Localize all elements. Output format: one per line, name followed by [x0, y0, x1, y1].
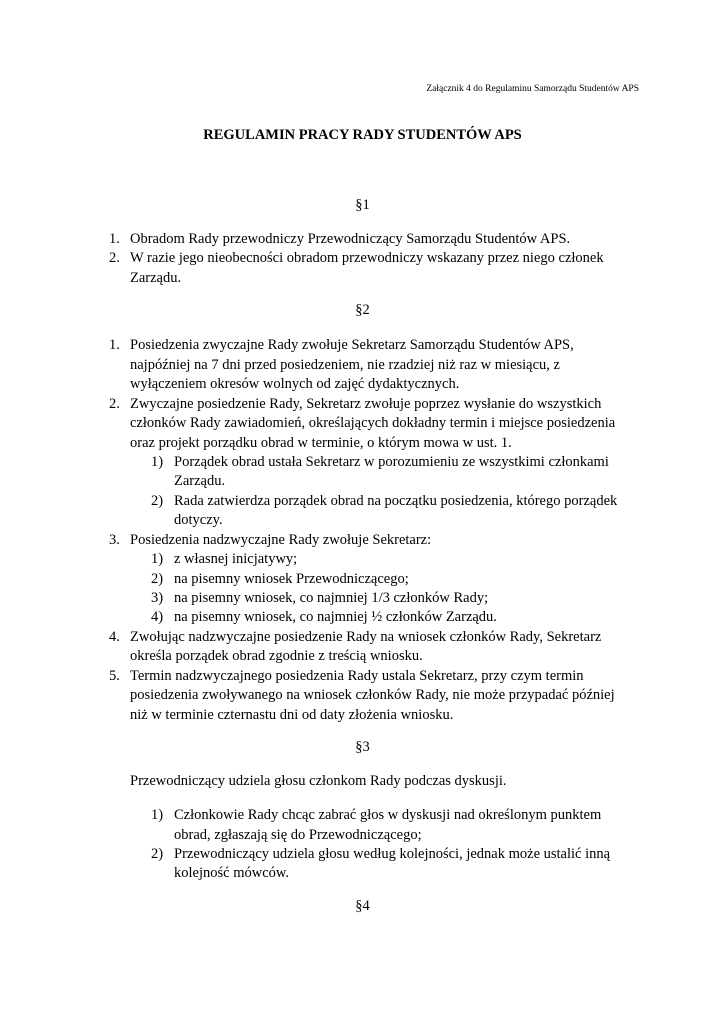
s2-item-3-sub-2-number: 2) [151, 571, 164, 587]
s2-sub-2-line-1: Rada zatwierdza porządek obrad na początku posiedzenia, którego porządek [174, 493, 618, 509]
s2-item-1-line-3: wyłączeniem okresów wolnych od zajęć dydaktycznych. [130, 376, 460, 392]
s2-item-1-line-1: Posiedzenia zwyczajne Rady zwołuje Sekretarz Samorządu Studentów APS, [130, 337, 574, 353]
s2-sub-1-number: 1) [151, 454, 164, 470]
s2-item-3-sub-3-number: 3) [151, 590, 164, 606]
s2-sub-1-line-2: Zarządu. [174, 473, 226, 489]
section-1-mark: §1 [355, 197, 370, 213]
s2-item-1-number: 1. [109, 337, 120, 353]
s1-item-2-line-2: Zarządu. [130, 270, 182, 286]
s1-item-1-line-1: Obradom Rady przewodniczy Przewodniczący Samorządu Studentów APS. [130, 231, 571, 247]
s3-sub-1-line-2: obrad, zgłaszają się do Przewodniczącego; [174, 827, 422, 843]
s2-item-4-number: 4. [109, 629, 120, 645]
section-2-mark: §2 [355, 302, 370, 318]
s2-item-3-sub-1-number: 1) [151, 551, 164, 567]
s3-sub-1-number: 1) [151, 807, 164, 823]
s2-item-2-line-2: członków Rady zawiadomień, określających dokładny termin i miejsce posiedzenia [130, 415, 616, 431]
s2-item-3-sub-2-line: na pisemny wniosek Przewodniczącego; [174, 571, 409, 587]
s2-item-2-line-1: Zwyczajne posiedzenie Rady, Sekretarz zwołuje poprzez wysłanie do wszystkich [130, 396, 602, 412]
s2-sub-2-number: 2) [151, 493, 164, 509]
s2-item-5-number: 5. [109, 668, 120, 684]
s1-item-2-line-1: W razie jego nieobecności obradom przewodniczy wskazany przez niego członek [130, 250, 604, 266]
s2-item-5-line-1: Termin nadzwyczajnego posiedzenia Rady ustala Sekretarz, przy czym termin [130, 668, 584, 684]
s3-intro: Przewodniczący udziela głosu członkom Rady podczas dyskusji. [130, 773, 507, 789]
s2-item-3-sub-1-line: z własnej inicjatywy; [174, 551, 298, 567]
s2-item-1-line-2: najpóźniej na 7 dni przed posiedzeniem, nie rzadziej niż raz w miesiącu, z [130, 357, 560, 373]
s2-item-2-number: 2. [109, 396, 120, 412]
s2-item-3-line-1: Posiedzenia nadzwyczajne Rady zwołuje Sekretarz: [130, 532, 432, 548]
s2-item-4-line-2: określa porządek obrad zgodnie z treścią wniosku. [130, 648, 423, 664]
s3-sub-2-line-1: Przewodniczący udziela głosu według kolejności, jednak może ustalić inną [174, 846, 611, 862]
s2-item-4-line-1: Zwołując nadzwyczajne posiedzenie Rady na wniosek członków Rady, Sekretarz [130, 629, 602, 645]
s2-item-5-line-2: posiedzenia zwoływanego na wniosek członków Rady, nie może przypadać później [130, 687, 615, 703]
s2-item-3-sub-4-number: 4) [151, 609, 164, 625]
s2-item-5-line-3: niż w terminie czternastu dni od daty złożenia wniosku. [130, 707, 454, 723]
s3-sub-1-line-1: Członkowie Rady chcąc zabrać głos w dyskusji nad określonym punktem [174, 807, 602, 823]
s2-sub-1-line-1: Porządek obrad ustała Sekretarz w porozumieniu ze wszystkimi członkami [174, 454, 609, 470]
s1-item-1-number: 1. [109, 231, 120, 247]
header-annex-note: Załącznik 4 do Regulaminu Samorządu Studentów APS [426, 84, 639, 94]
section-3-mark: §3 [355, 739, 370, 755]
document-title: REGULAMIN PRACY RADY STUDENTÓW APS [203, 127, 522, 143]
s3-sub-2-number: 2) [151, 846, 164, 862]
s2-item-3-number: 3. [109, 532, 120, 548]
s2-item-2-line-3: oraz projekt porządku obrad w terminie, o którym mowa w ust. 1. [130, 435, 512, 451]
section-4-mark: §4 [355, 898, 370, 914]
s3-sub-2-line-2: kolejność mówców. [174, 865, 290, 881]
s2-item-3-sub-3-line: na pisemny wniosek, co najmniej 1/3 członków Rady; [174, 590, 489, 606]
s2-sub-2-line-2: dotyczy. [174, 512, 223, 528]
s2-item-3-sub-4-line: na pisemny wniosek, co najmniej ½ członków Zarządu. [174, 609, 497, 625]
s1-item-2-number: 2. [109, 250, 120, 266]
